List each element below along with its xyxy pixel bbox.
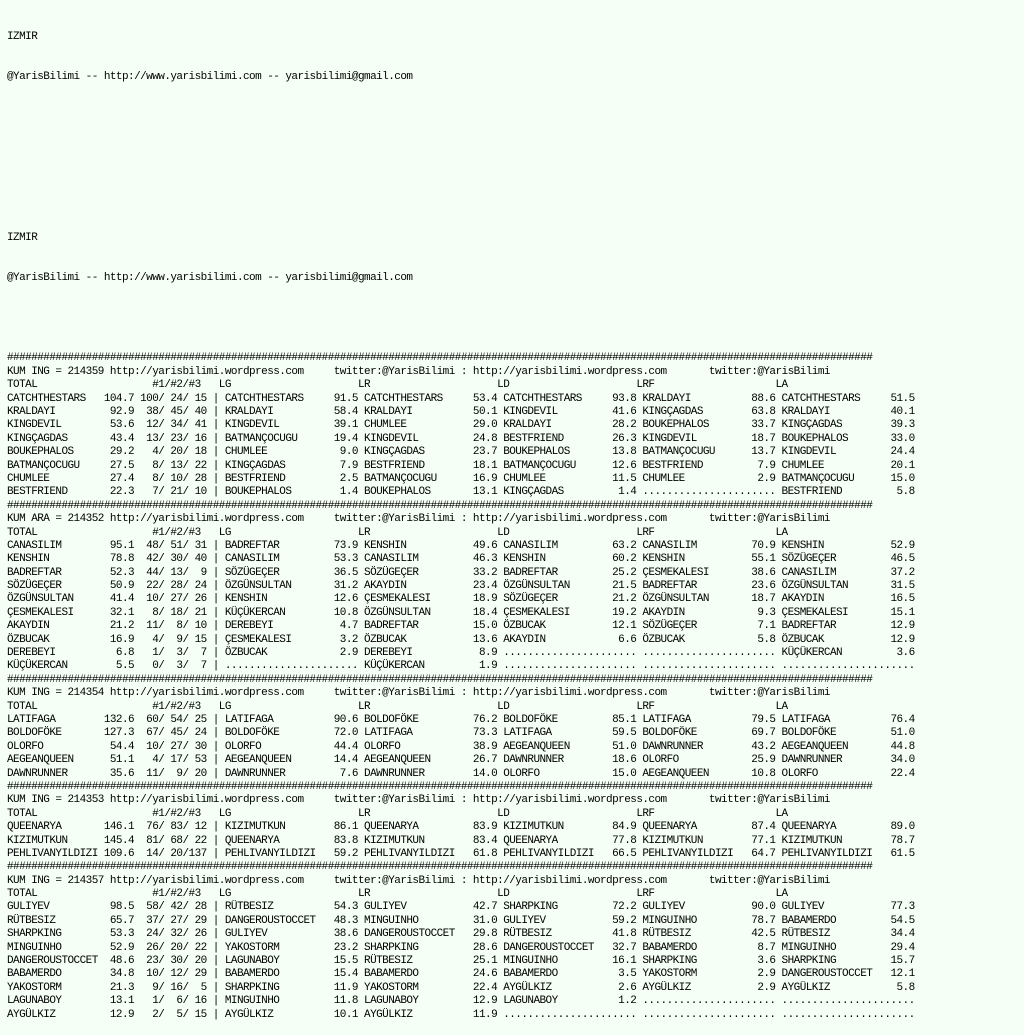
table-row: BABAMERDO 34.8 10/ 12/ 29 | BABAMERDO 15.4 BABAMERDO 24.6 BABAMERDO 3.5 YAKOSTORM 2.9 DANGEROUSTOCCET 12.1 [7,968,915,981]
table-row: AEGEANQUEEN 51.1 4/ 17/ 53 | AEGEANQUEEN 14.4 AEGEANQUEEN 26.7 DAWNRUNNER 18.6 OLORFO 25.9 DAWNRUNNER 34.0 [7,754,915,767]
table-row: DEREBEYI 6.8 1/ 3/ 7 | ÖZBUCAK 2.9 DEREBEYI 8.9 ...................... ...................... KÜÇÜKERCAN 3.6 [7,647,915,660]
table-row: PEHLIVANYILDIZI 109.6 14/ 20/137 | PEHLIVANYILDIZI 59.2 PEHLIVANYILDIZI 61.8 PEHLIVANYILDIZI 66.5 PEHLIVANYILDIZI 64.7 PEHLIVANYILDIZI 61.5 [7,847,915,860]
blank-line [7,312,1024,325]
table-row: SHARPKING 53.3 24/ 32/ 26 | GULIYEV 38.6 DANGEROUSTOCCET 29.8 RÜTBESIZ 41.8 RÜTBESIZ 42.5 RÜTBESIZ 34.4 [7,928,915,941]
race-header: KUM ING = 214354 http://yarisbilimi.wordpress.com twitter:@YarisBilimi : http://yarisbilimi.wordpress.com twitter:@YarisBilimi [7,687,830,700]
table-row: DAWNRUNNER 35.6 11/ 9/ 20 | DAWNRUNNER 7.6 DAWNRUNNER 14.0 OLORFO 15.0 AEGEANQUEEN 10.8 OLORFO 22.4 [7,767,915,780]
table-row: ÖZBUCAK 16.9 4/ 9/ 15 | ÇESMEKALESI 3.2 ÖZBUCAK 13.6 AKAYDIN 6.6 ÖZBUCAK 5.8 ÖZBUCAK 12.9 [7,633,915,646]
header-city: IZMIR [7,231,38,244]
race-header: KUM ING = 214357 http://yarisbilimi.wordpress.com twitter:@YarisBilimi : http://yarisbilimi.wordpress.com twitter:@YarisBilimi [7,874,830,887]
table-row: BESTFRIEND 22.3 7/ 21/ 10 | BOUKEPHALOS 1.4 BOUKEPHALOS 13.1 KINGÇAGDAS 1.4 ...................... BESTFRIEND 5.8 [7,486,915,499]
table-row: AYGÜLKIZ 12.9 2/ 5/ 15 | AYGÜLKIZ 10.1 AYGÜLKIZ 11.9 ...................... ...................... ...................... [7,1008,915,1021]
table-row: AKAYDIN 21.2 11/ 8/ 10 | DEREBEYI 4.7 BADREFTAR 15.0 ÖZBUCAK 12.1 SÖZÜGEÇER 7.1 BADREFTAR 12.9 [7,620,915,633]
separator-line: ############################################################################################################################################### [7,499,873,512]
table-row: RÜTBESIZ 65.7 37/ 27/ 29 | DANGEROUSTOCCET 48.3 MINGUINHO 31.0 GULIYEV 59.2 MINGUINHO 78.7 BABAMERDO 54.5 [7,914,915,927]
race-blocks [7,352,1024,1022]
table-row: MINGUINHO 52.9 26/ 20/ 22 | YAKOSTORM 23.2 SHARPKING 28.6 DANGEROUSTOCCET 32.7 BABAMERDO 8.7 MINGUINHO 29.4 [7,941,915,954]
table-row: OLORFO 54.4 10/ 27/ 30 | OLORFO 44.4 OLORFO 38.9 AEGEANQUEEN 51.0 DAWNRUNNER 43.2 AEGEANQUEEN 44.8 [7,740,915,753]
separator-line: ############################################################################################################################################### [7,352,873,365]
blank-line [7,111,1024,124]
table-row: KINGÇAGDAS 43.4 13/ 23/ 16 | BATMANÇOCUGU 19.4 KINGDEVIL 24.8 BESTFRIEND 26.3 KINGDEVIL 18.7 BOUKEPHALOS 33.0 [7,432,915,445]
table-row: ÖZGÜNSULTAN 41.4 10/ 27/ 26 | KENSHIN 12.6 ÇESMEKALESI 18.9 SÖZÜGEÇER 21.2 ÖZGÜNSULTAN 18.7 AKAYDIN 16.5 [7,593,915,606]
table-row: CHUMLEE 27.4 8/ 10/ 28 | BESTFRIEND 2.5 BATMANÇOCUGU 16.9 CHUMLEE 11.5 CHUMLEE 2.9 BATMANÇOCUGU 15.0 [7,472,915,485]
table-row: KRALDAYI 92.9 38/ 45/ 40 | KRALDAYI 58.4 KRALDAYI 50.1 KINGDEVIL 41.6 KINGÇAGDAS 63.8 KRALDAYI 40.1 [7,406,915,418]
table-row: LATIFAGA 132.6 60/ 54/ 25 | LATIFAGA 90.6 BOLDOFÖKE 76.2 BOLDOFÖKE 85.1 LATIFAGA 79.5 LATIFAGA 76.4 [7,713,915,726]
table-row: ÇESMEKALESI 32.1 8/ 18/ 21 | KÜÇÜKERCAN 10.8 ÖZGÜNSULTAN 18.4 ÇESMEKALESI 19.2 AKAYDIN 9.3 ÇESMEKALESI 15.1 [7,606,915,619]
separator-line: ############################################################################################################################################### [7,861,873,874]
table-row: KÜÇÜKERCAN 5.5 0/ 3/ 7 | ...................... KÜÇÜKERCAN 1.9 ...................... ...................... ...................... [7,660,915,673]
table-row: BOUKEPHALOS 29.2 4/ 20/ 18 | CHUMLEE 9.0 KINGÇAGDAS 23.7 BOUKEPHALOS 13.8 BATMANÇOCUGU 13.7 KINGDEVIL 24.4 [7,446,915,459]
table-row: YAKOSTORM 21.3 9/ 16/ 5 | SHARPKING 11.9 YAKOSTORM 22.4 AYGÜLKIZ 2.6 AYGÜLKIZ 2.9 AYGÜLKIZ 5.8 [7,981,915,994]
race-header: KUM ING = 214353 http://yarisbilimi.wordpress.com twitter:@YarisBilimi : http://yarisbilimi.wordpress.com twitter:@YarisBilimi [7,794,830,807]
blank-line [7,192,1024,205]
table-row: BATMANÇOCUGU 27.5 8/ 13/ 22 | KINGÇAGDAS 7.9 BESTFRIEND 18.1 BATMANÇOCUGU 12.6 BESTFRIEND 7.9 CHUMLEE 20.1 [7,459,915,472]
header-contact: @YarisBilimi -- http://www.yarisbilimi.com -- yarisbilimi@gmail.com [7,272,413,285]
table-row: CATCHTHESTARS 104.7 100/ 24/ 15 | CATCHTHESTARS 91.5 CATCHTHESTARS 53.4 CATCHTHESTARS 93.8 KRALDAYI 88.6 CATCHTHESTARS 51.5 [7,392,915,405]
table-row: SÖZÜGEÇER 50.9 22/ 28/ 24 | ÖZGÜNSULTAN 31.2 AKAYDIN 23.4 ÖZGÜNSULTAN 21.5 BADREFTAR 23.6 ÖZGÜNSULTAN 31.5 [7,580,915,593]
separator-line: ############################################################################################################################################### [7,780,873,793]
table-row: KENSHIN 78.8 42/ 30/ 40 | CANASILIM 53.3 CANASILIM 46.3 KENSHIN 60.2 KENSHIN 55.1 SÖZÜGEÇER 46.5 [7,553,915,566]
table-row: GULIYEV 98.5 58/ 42/ 28 | RÜTBESIZ 54.3 GULIYEV 42.7 SHARPKING 72.2 GULIYEV 90.0 GULIYEV 77.3 [7,901,915,914]
table-row: BOLDOFÖKE 127.3 67/ 45/ 24 | BOLDOFÖKE 72.0 LATIFAGA 73.3 LATIFAGA 59.5 BOLDOFÖKE 69.7 BOLDOFÖKE 51.0 [7,727,915,740]
race-header: KUM ING = 214359 http://yarisbilimi.wordpress.com twitter:@YarisBilimi : http://yarisbilimi.wordpress.com twitter:@YarisBilimi [7,365,830,378]
column-headers: TOTAL #1/#2/#3 LG LR LD LRF LA [7,526,788,539]
table-row: QUEENARYA 146.1 76/ 83/ 12 | KIZIMUTKUN 86.1 QUEENARYA 83.9 KIZIMUTKUN 84.9 QUEENARYA 87.4 QUEENARYA 89.0 [7,821,915,834]
race-header: KUM ARA = 214352 http://yarisbilimi.wordpress.com twitter:@YarisBilimi : http://yarisbilimi.wordpress.com twitter:@YarisBilimi [7,513,830,526]
table-row: DANGEROUSTOCCET 48.6 23/ 30/ 20 | LAGUNABOY 15.5 RÜTBESIZ 25.1 MINGUINHO 16.1 SHARPKING 3.6 SHARPKING 15.7 [7,955,915,968]
header-city: IZMIR [7,30,38,43]
header-contact: @YarisBilimi -- http://www.yarisbilimi.com -- yarisbilimi@gmail.com [7,71,413,84]
blank-line [7,151,1024,164]
table-row: KINGDEVIL 53.6 12/ 34/ 41 | KINGDEVIL 39.1 CHUMLEE 29.0 KRALDAYI 28.2 BOUKEPHALOS 33.7 KINGÇAGDAS 39.3 [7,419,915,432]
column-headers: TOTAL #1/#2/#3 LG LR LD LRF LA [7,888,788,901]
table-row: KIZIMUTKUN 145.4 81/ 68/ 22 | QUEENARYA 83.8 KIZIMUTKUN 83.4 QUEENARYA 77.8 KIZIMUTKUN 77.1 KIZIMUTKUN 78.7 [7,834,915,847]
table-row: LAGUNABOY 13.1 1/ 6/ 16 | MINGUINHO 11.8 LAGUNABOY 12.9 LAGUNABOY 1.2 ...................... ...................... [7,995,915,1008]
table-row: BADREFTAR 52.3 44/ 13/ 9 | SÖZÜGEÇER 36.5 SÖZÜGEÇER 33.2 BADREFTAR 25.2 ÇESMEKALESI 38.6 CANASILIM 37.2 [7,566,915,579]
column-headers: TOTAL #1/#2/#3 LG LR LD LRF LA [7,700,788,713]
separator-line: ############################################################################################################################################### [7,673,873,686]
column-headers: TOTAL #1/#2/#3 LG LR LD LRF LA [7,379,788,392]
column-headers: TOTAL #1/#2/#3 LG LR LD LRF LA [7,807,788,820]
table-row: CANASILIM 95.1 48/ 51/ 31 | BADREFTAR 73.9 KENSHIN 49.6 CANASILIM 63.2 CANASILIM 70.9 KENSHIN 52.9 [7,539,915,552]
